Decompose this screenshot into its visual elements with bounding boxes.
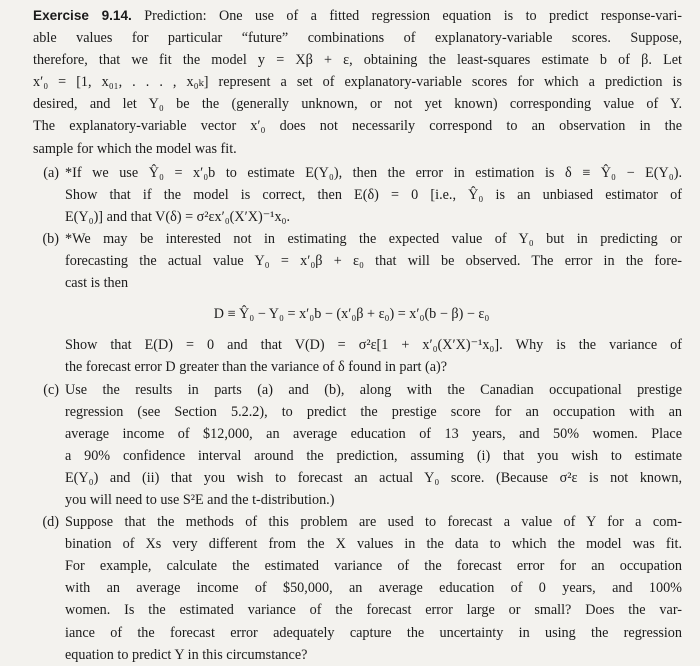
part-line: Use the results in parts (a) and (b), along with the Canadian occupational prestige (65, 381, 682, 398)
part-line: equation to predict Y in this circumstance? (65, 646, 308, 663)
intro-line: sample for which the model was fit. (33, 140, 237, 157)
part-line: *We may be interested not in estimating the expected value of Y₀ but in predicting or (65, 230, 682, 247)
part-line: average income of $12,000, an average education of 13 years, and 50% women. Place (65, 425, 682, 442)
part-line: with an average income of $50,000, an average education of 0 years, and 100% (65, 580, 682, 597)
part-line: you will need to use S²E and the t-distribution.) (65, 491, 335, 508)
part-line: iance of the forecast error adequately capture the uncertainty in using the regression (65, 624, 682, 641)
intro-line: x′₀ = [1, x₀₁, . . . , x₀ₖ] represent a set of explanatory-variable scores for which a prediction is (33, 74, 682, 91)
part-line: bination of Xs very different from the X values in the data to which the model was fit. (65, 536, 682, 553)
part-label: (c) (43, 381, 59, 398)
intro-line: able values for particular “future” combinations of explanatory-variable scores. Suppose, (33, 30, 682, 47)
forecast-error-equation: D ≡ Ŷ₀ − Y₀ = x′₀b − (x′₀β + ε₀) = x′₀(b − β) − ε₀ (213, 306, 490, 323)
part-d (33, 511, 682, 666)
exercise-heading: Exercise 9.14. (33, 8, 132, 23)
intro-line: Prediction: One use of a fitted regression equation is to predict response-vari- (144, 8, 683, 24)
intro-line: therefore, that we fit the model y = Xβ + ε, obtaining the least-squares estimate b of β. Let (33, 52, 682, 69)
part-line: regression (see Section 5.2.2), to predict the prestige score for an occupation with an (65, 403, 682, 420)
part-line: the forecast error D greater than the variance of δ found in part (a)? (65, 359, 448, 376)
part-line: forecasting the actual value Y₀ = x′₀β + ε₀ that will be observed. The error in the fore- (65, 253, 682, 270)
part-label: (a) (43, 164, 59, 181)
part-line: *If we use Ŷ₀ = x′₀b to estimate E(Y₀), then the error in estimation is δ ≡ Ŷ₀ − E(Y₀). (65, 164, 682, 181)
part-label: (b) (42, 230, 59, 247)
part-line: Show that E(D) = 0 and that V(D) = σ²ε[1 + x′₀(X′X)⁻¹x₀]. Why is the variance of (65, 337, 682, 354)
part-c (33, 379, 682, 512)
part-label: (d) (42, 514, 59, 531)
exercise-intro (33, 5, 682, 160)
part-line: E(Y₀)] and that V(δ) = σ²εx′₀(X′X)⁻¹x₀. (65, 208, 291, 225)
part-line: E(Y₀) and (ii) that you wish to forecast an actual Y₀ score. (Because σ²ε is not known, (65, 469, 682, 486)
intro-line: The explanatory-variable vector x′₀ does not necessarily correspond to an observation in the (33, 118, 682, 135)
part-a (33, 162, 682, 228)
intro-line: desired, and let Y₀ be the (generally unknown, or not yet known) corresponding value of Y. (33, 96, 682, 113)
part-b (33, 228, 682, 379)
part-line: cast is then (65, 275, 129, 292)
exercise-parts (33, 162, 682, 666)
part-line: a 90% confidence interval around the prediction, assuming (i) that you wish to estimate (65, 447, 682, 464)
part-line: For example, calculate the estimated variance of the forecast error for an occupation (65, 558, 682, 575)
part-line: Show that if the model is correct, then E(δ) = 0 [i.e., Ŷ₀ is an unbiased estimator of (65, 186, 682, 203)
part-line: women. Is the estimated variance of the forecast error large or small? Does the var- (65, 602, 682, 619)
part-line: Suppose that the methods of this problem are used to forecast a value of Y for a com- (65, 514, 682, 531)
